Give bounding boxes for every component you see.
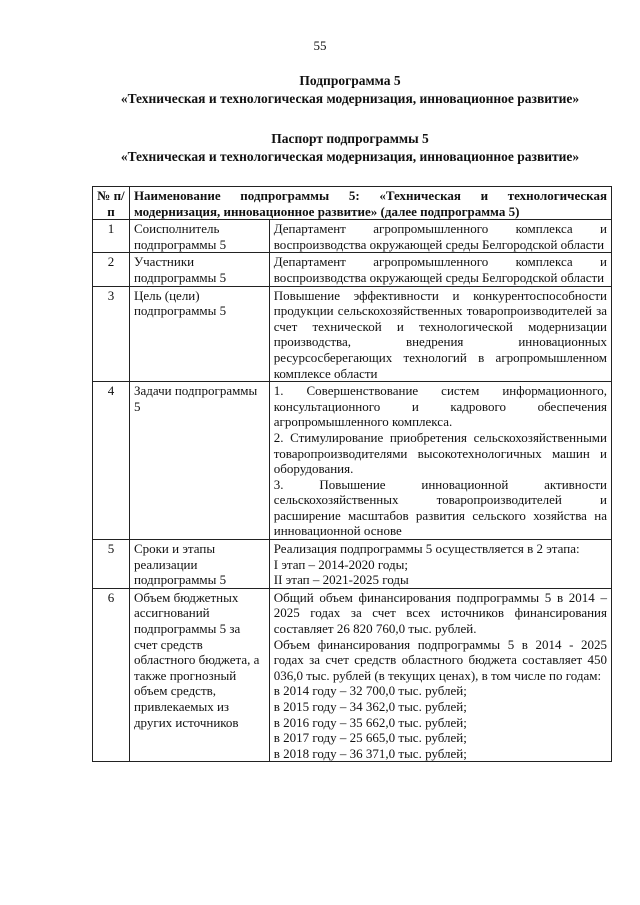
row-text bbox=[269, 286, 611, 382]
row-text-line: 1. Совершенствование систем информационного, консультационного и кадрового обеспечения агропромышленного комплекса. bbox=[273, 383, 607, 430]
row-text-line: 2. Стимулирование приобретения сельскохозяйственными товаропроизводителями высокотехнологичных машин и оборудования. bbox=[273, 429, 607, 477]
row-text bbox=[269, 540, 611, 589]
row-text-line: в 2016 году – 35 662,0 тыс. рублей; bbox=[273, 714, 467, 730]
row-num: 5 bbox=[93, 540, 130, 589]
header-name-cell: Наименование подпрограммы 5: «Техническая и технологическая модернизация, инновационное развитие» (далее подпрограмма 5) bbox=[129, 187, 611, 220]
row-text-line: II этап – 2021-2025 годы bbox=[273, 572, 409, 588]
row-num: 3 bbox=[93, 286, 130, 382]
page-number: 55 bbox=[313, 38, 327, 53]
row-text bbox=[269, 220, 611, 253]
row-text-line: Реализация подпрограммы 5 осуществляется в 2 этапа: bbox=[273, 541, 580, 557]
table-header-row bbox=[93, 187, 612, 220]
row-label: Соисполнитель подпрограммы 5 bbox=[129, 220, 269, 253]
row-text-line: Департамент агропромышленного комплекса и воспроизводства окружающей среды Белгородской области bbox=[273, 221, 607, 252]
passport-title-line2: «Техническая и технологическая модернизация, инновационное развитие» bbox=[120, 149, 580, 164]
row-text bbox=[269, 588, 611, 762]
table-row bbox=[93, 253, 612, 286]
row-text-line: I этап – 2014-2020 годы; bbox=[273, 556, 408, 572]
row-label: Задачи подпрограммы 5 bbox=[129, 382, 269, 540]
subprogram-title-line2: «Техническая и технологическая модернизация, инновационное развитие» bbox=[120, 91, 580, 106]
row-num: 2 bbox=[93, 253, 130, 286]
passport-table bbox=[92, 186, 612, 762]
table-row bbox=[93, 588, 612, 762]
row-text-line: в 2015 году – 34 362,0 тыс. рублей; bbox=[273, 699, 467, 714]
table-row bbox=[93, 220, 612, 253]
row-text bbox=[269, 253, 611, 286]
row-num: 4 bbox=[93, 382, 130, 540]
row-text-line: Повышение эффективности и конкурентоспособности продукции сельскохозяйственных товаропроизводителей за счет технической и технологической модернизации производства, внедрения инновационных ресурсосберегающих технологий в агропромышленном комплексе области bbox=[273, 287, 607, 381]
row-text-line: 3. Повышение инновационной активности сельскохозяйственных товаропроизводителей и расширение масштабов развития сельского хозяйства на инновационной основе bbox=[273, 476, 607, 539]
row-text-line: Департамент агропромышленного комплекса и воспроизводства окружающей среды Белгородской области bbox=[273, 254, 607, 285]
row-label: Цель (цели) подпрограммы 5 bbox=[129, 286, 269, 382]
table-row bbox=[93, 286, 612, 382]
passport-title bbox=[60, 130, 640, 166]
row-text-line: в 2014 году – 32 700,0 тыс. рублей; bbox=[273, 683, 467, 699]
passport-title-line1: Паспорт подпрограммы 5 bbox=[271, 131, 429, 146]
subprogram-title bbox=[60, 72, 640, 108]
row-text-line: в 2018 году – 36 371,0 тыс. рублей; bbox=[273, 745, 467, 761]
row-text-line: в 2017 году – 25 665,0 тыс. рублей; bbox=[273, 730, 467, 746]
row-text-line: Общий объем финансирования подпрограммы 5 в 2014 – 2025 годах за счет всех источников финансирования составляет 26 820 760,0 тыс. рублей. bbox=[273, 589, 607, 637]
row-num: 1 bbox=[93, 220, 130, 253]
row-num: 6 bbox=[93, 588, 130, 762]
row-text-line: Объем финансирования подпрограммы 5 в 2014 - 2025 годах за счет средств областного бюджета составляет 450 036,0 тыс. рублей (в текущих ценах), в том числе по годам: bbox=[273, 636, 607, 683]
subprogram-title-line1: Подпрограмма 5 bbox=[299, 73, 401, 88]
row-text bbox=[269, 382, 611, 540]
header-num-cell: № п/п bbox=[93, 187, 130, 220]
row-label: Участники подпрограммы 5 bbox=[129, 253, 269, 286]
table-row bbox=[93, 540, 612, 589]
row-label: Сроки и этапы реализации подпрограммы 5 bbox=[129, 540, 269, 589]
table-row bbox=[93, 382, 612, 540]
row-label: Объем бюджетных ассигнований подпрограммы 5 за счет средств областного бюджета, а также прогнозный объем средств, привлекаемых из других источников bbox=[129, 588, 269, 762]
